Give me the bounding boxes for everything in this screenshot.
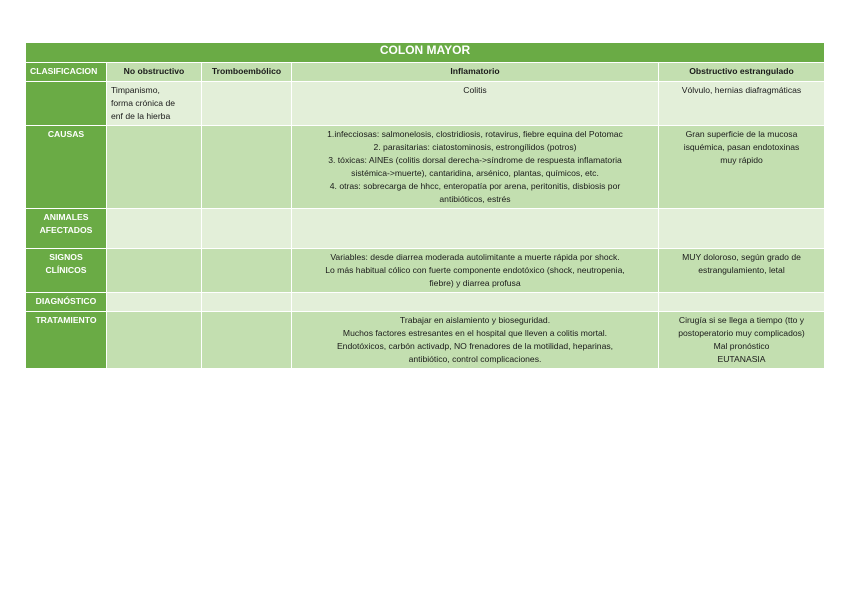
cell-line: enf de la hierba xyxy=(111,111,171,121)
cell-tromboembolico xyxy=(202,293,292,312)
table-title: COLON MAYOR xyxy=(26,43,825,63)
cell-obstructivo-estrangulado xyxy=(659,82,825,126)
cell-no-obstructivo xyxy=(107,312,202,369)
cell-obstructivo-estrangulado xyxy=(659,209,825,249)
cell-tromboembolico xyxy=(202,209,292,249)
cell-line: sistémica->muerte), cantaridina, arsénico, plantas, químicos, etc. xyxy=(351,168,599,178)
colon-mayor-table xyxy=(25,42,825,369)
cell-inflamatorio xyxy=(292,126,659,209)
table-row xyxy=(26,293,825,312)
cell-line: Variables: desde diarrea moderada autolimitante a muerte rápida por shock. xyxy=(330,252,620,262)
cell-line: isquémica, pasan endotoxinas xyxy=(683,142,800,152)
cell-tromboembolico xyxy=(202,249,292,293)
cell-obstructivo-estrangulado xyxy=(659,293,825,312)
cell-no-obstructivo xyxy=(107,82,202,126)
table-row xyxy=(26,209,825,249)
col-header-obstructivo-estrangulado: Obstructivo estrangulado xyxy=(659,63,825,82)
cell-line: 1.infecciosas: salmonelosis, clostridiosis, rotavirus, fiebre equina del Potomac xyxy=(327,129,623,139)
row-label: SIGNOS CLÍNICOS xyxy=(26,249,107,293)
cell-no-obstructivo xyxy=(107,249,202,293)
row-label: CAUSAS xyxy=(26,126,107,209)
cell-tromboembolico xyxy=(202,82,292,126)
cell-inflamatorio xyxy=(292,293,659,312)
cell-line: Gran superficie de la mucosa xyxy=(685,129,798,139)
cell-line: antibióticos, estrés xyxy=(439,194,511,204)
cell-inflamatorio xyxy=(292,249,659,293)
row-label: ANIMALES AFECTADOS xyxy=(26,209,107,249)
cell-line: estrangulamiento, letal xyxy=(698,265,785,275)
cell-line: EUTANASIA xyxy=(717,354,766,364)
cell-line: Muchos factores estresantes en el hospital que lleven a colitis mortal. xyxy=(342,328,608,338)
col-header-inflamatorio: Inflamatorio xyxy=(292,63,659,82)
cell-line: Trabajar en aislamiento y bioseguridad. xyxy=(399,315,551,325)
cell-line: Endotóxicos, carbón activadp, NO frenadores de la motilidad, heparinas, xyxy=(336,341,614,351)
table-row xyxy=(26,126,825,209)
cell-line: antibiótico, control complicaciones. xyxy=(408,354,542,364)
cell-inflamatorio xyxy=(292,82,659,126)
col-header-clasificacion: CLASIFICACION xyxy=(26,63,107,82)
cell-no-obstructivo xyxy=(107,126,202,209)
cell-tromboembolico xyxy=(202,312,292,369)
table-row xyxy=(26,82,825,126)
cell-line: Cirugía si se llega a tiempo (tto y xyxy=(678,315,805,325)
cell-line: Lo más habitual cólico con fuerte componente endotóxico (shock, neutropenia, xyxy=(325,265,625,275)
cell-line: Mal pronóstico xyxy=(713,341,770,351)
cell-line: 4. otras: sobrecarga de hhcc, enteropatía por arena, peritonitis, disbiosis por xyxy=(329,181,621,191)
col-header-no-obstructivo: No obstructivo xyxy=(107,63,202,82)
cell-line: MUY doloroso, según grado de xyxy=(682,252,801,262)
cell-no-obstructivo xyxy=(107,293,202,312)
cell-obstructivo-estrangulado xyxy=(659,249,825,293)
cell-inflamatorio xyxy=(292,312,659,369)
cell-line: fiebre) y diarrea profusa xyxy=(429,278,521,288)
cell-no-obstructivo xyxy=(107,209,202,249)
table-row xyxy=(26,249,825,293)
cell-line: 2. parasitarias: ciatostominosis, estrongílidos (potros) xyxy=(373,142,577,152)
cell-obstructivo-estrangulado xyxy=(659,126,825,209)
row-label xyxy=(26,82,107,126)
cell-line: Vólvulo, hernias diafragmáticas xyxy=(681,85,802,95)
cell-line: muy rápido xyxy=(720,155,763,165)
cell-line: postoperatorio muy complicados) xyxy=(678,328,805,338)
col-header-tromboembolico: Tromboembólico xyxy=(202,63,292,82)
cell-line: Colitis xyxy=(463,85,487,95)
cell-obstructivo-estrangulado xyxy=(659,312,825,369)
table-row xyxy=(26,312,825,369)
cell-tromboembolico xyxy=(202,126,292,209)
header-row xyxy=(26,63,825,82)
cell-inflamatorio xyxy=(292,209,659,249)
cell-line: Timpanismo, xyxy=(111,85,160,95)
row-label: TRATAMIENTO xyxy=(26,312,107,369)
cell-line: 3. tóxicas: AINEs (colitis dorsal derecha->síndrome de respuesta inflamatoria xyxy=(328,155,622,165)
row-label: DIAGNÓSTICO xyxy=(26,293,107,312)
cell-line: forma crónica de xyxy=(111,98,176,108)
